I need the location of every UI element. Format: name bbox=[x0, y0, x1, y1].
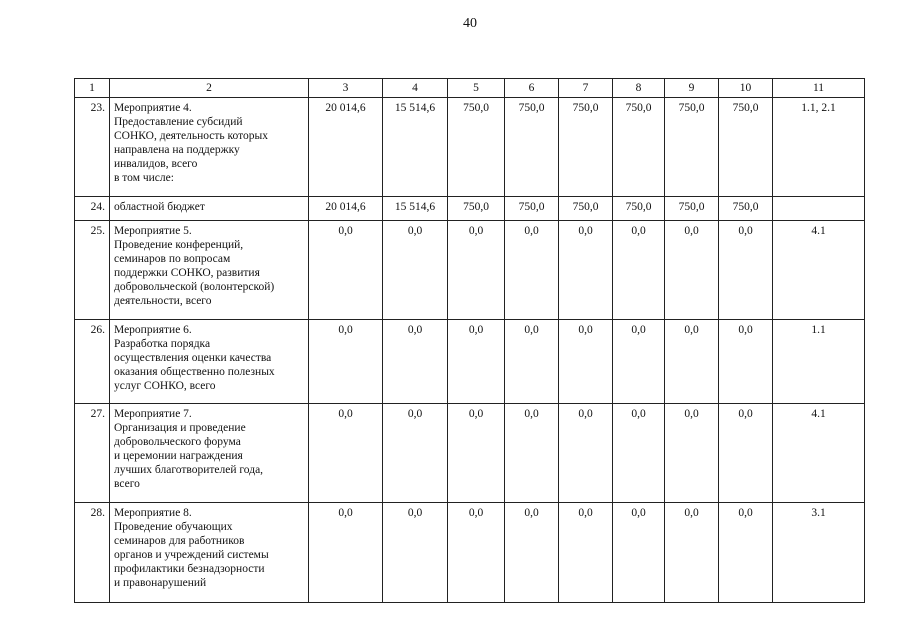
reference-cell: 4.1 bbox=[773, 221, 865, 320]
value-cell: 0,0 bbox=[309, 221, 383, 320]
value-cell: 750,0 bbox=[448, 98, 505, 197]
value-cell: 0,0 bbox=[719, 404, 773, 503]
value-cell: 15 514,6 bbox=[383, 98, 448, 197]
value-cell: 750,0 bbox=[719, 197, 773, 221]
value-cell: 0,0 bbox=[309, 503, 383, 603]
value-cell: 0,0 bbox=[383, 221, 448, 320]
column-header: 10 bbox=[719, 79, 773, 98]
row-description: Мероприятие 8. Проведение обучающих семинаров для работников органов и учреждений системы профилактики безнадзорности и правонарушений bbox=[110, 503, 309, 603]
value-cell: 750,0 bbox=[559, 98, 613, 197]
table-row bbox=[75, 197, 865, 221]
row-number: 26. bbox=[75, 320, 110, 404]
value-cell: 20 014,6 bbox=[309, 197, 383, 221]
value-cell: 0,0 bbox=[719, 320, 773, 404]
table-row bbox=[75, 503, 865, 603]
value-cell: 0,0 bbox=[559, 221, 613, 320]
column-header: 7 bbox=[559, 79, 613, 98]
value-cell: 0,0 bbox=[559, 503, 613, 603]
reference-cell: 3.1 bbox=[773, 503, 865, 603]
value-cell: 750,0 bbox=[505, 98, 559, 197]
value-cell: 0,0 bbox=[665, 404, 719, 503]
row-number: 28. bbox=[75, 503, 110, 603]
reference-cell: 1.1, 2.1 bbox=[773, 98, 865, 197]
row-description: Мероприятие 7. Организация и проведение добровольческого форума и церемонии награждения лучших благотворителей года, всего bbox=[110, 404, 309, 503]
row-description: Мероприятие 6. Разработка порядка осуществления оценки качества оказания общественно полезных услуг СОНКО, всего bbox=[110, 320, 309, 404]
value-cell: 750,0 bbox=[665, 98, 719, 197]
table-row bbox=[75, 221, 865, 320]
value-cell: 0,0 bbox=[505, 221, 559, 320]
value-cell: 0,0 bbox=[665, 221, 719, 320]
value-cell: 750,0 bbox=[665, 197, 719, 221]
value-cell: 0,0 bbox=[613, 503, 665, 603]
row-number: 27. bbox=[75, 404, 110, 503]
row-number: 23. bbox=[75, 98, 110, 197]
row-description: Мероприятие 4. Предоставление субсидий СОНКО, деятельность которых направлена на поддержку инвалидов, всего в том числе: bbox=[110, 98, 309, 197]
value-cell: 0,0 bbox=[613, 320, 665, 404]
value-cell: 0,0 bbox=[309, 320, 383, 404]
value-cell: 0,0 bbox=[559, 320, 613, 404]
reference-cell: 4.1 bbox=[773, 404, 865, 503]
value-cell: 0,0 bbox=[505, 503, 559, 603]
value-cell: 0,0 bbox=[309, 404, 383, 503]
value-cell: 750,0 bbox=[613, 98, 665, 197]
value-cell: 0,0 bbox=[665, 320, 719, 404]
reference-cell: 1.1 bbox=[773, 320, 865, 404]
row-description: областной бюджет bbox=[110, 197, 309, 221]
value-cell: 20 014,6 bbox=[309, 98, 383, 197]
reference-cell bbox=[773, 197, 865, 221]
value-cell: 750,0 bbox=[448, 197, 505, 221]
column-header: 9 bbox=[665, 79, 719, 98]
value-cell: 0,0 bbox=[448, 320, 505, 404]
value-cell: 15 514,6 bbox=[383, 197, 448, 221]
column-header: 4 bbox=[383, 79, 448, 98]
value-cell: 750,0 bbox=[505, 197, 559, 221]
table-row bbox=[75, 98, 865, 197]
value-cell: 0,0 bbox=[613, 221, 665, 320]
value-cell: 0,0 bbox=[665, 503, 719, 603]
value-cell: 0,0 bbox=[613, 404, 665, 503]
row-number: 25. bbox=[75, 221, 110, 320]
value-cell: 0,0 bbox=[383, 404, 448, 503]
column-header: 6 bbox=[505, 79, 559, 98]
column-header: 5 bbox=[448, 79, 505, 98]
value-cell: 0,0 bbox=[505, 404, 559, 503]
column-header: 11 bbox=[773, 79, 865, 98]
value-cell: 750,0 bbox=[559, 197, 613, 221]
page-number: 40 bbox=[463, 16, 477, 31]
column-header: 2 bbox=[110, 79, 309, 98]
value-cell: 0,0 bbox=[383, 503, 448, 603]
value-cell: 0,0 bbox=[559, 404, 613, 503]
value-cell: 0,0 bbox=[719, 221, 773, 320]
value-cell: 0,0 bbox=[448, 503, 505, 603]
column-header: 8 bbox=[613, 79, 665, 98]
row-number: 24. bbox=[75, 197, 110, 221]
value-cell: 750,0 bbox=[613, 197, 665, 221]
value-cell: 0,0 bbox=[383, 320, 448, 404]
value-cell: 0,0 bbox=[719, 503, 773, 603]
row-description: Мероприятие 5. Проведение конференций, семинаров по вопросам поддержки СОНКО, развития добровольческой (волонтерской) деятельности, всего bbox=[110, 221, 309, 320]
table-row bbox=[75, 320, 865, 404]
program-table bbox=[74, 78, 865, 603]
table-row bbox=[75, 404, 865, 503]
column-header: 1 bbox=[75, 79, 110, 98]
value-cell: 0,0 bbox=[448, 221, 505, 320]
table-header-row bbox=[75, 79, 865, 98]
value-cell: 750,0 bbox=[719, 98, 773, 197]
column-header: 3 bbox=[309, 79, 383, 98]
value-cell: 0,0 bbox=[505, 320, 559, 404]
value-cell: 0,0 bbox=[448, 404, 505, 503]
